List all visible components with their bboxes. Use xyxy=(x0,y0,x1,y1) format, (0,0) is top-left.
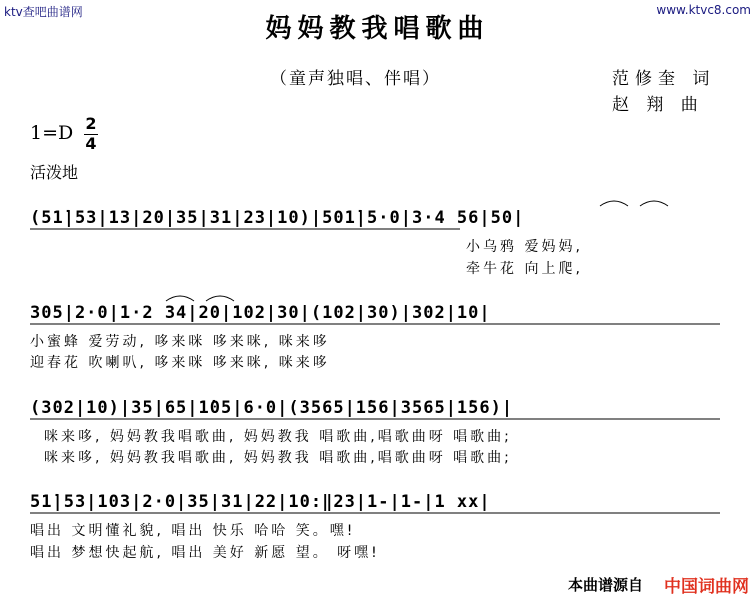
song-subtitle: （童声独唱、伴唱） xyxy=(270,69,441,89)
lyric-system-4-verse-1: 唱出 文明懂礼貌, 唱出 快乐 哈哈 笑。嘿! xyxy=(30,523,356,539)
watermark-right[interactable]: www.ktvc8.com xyxy=(656,3,751,17)
key-signature: 1=D xyxy=(30,122,74,144)
notation-system-4: 51̇|53|103|2·0|35|31|22|10:‖23|1-|1-|1 xx| xyxy=(30,492,491,512)
lyricist-credit: 范修奎 词 xyxy=(612,69,716,89)
footer-source-label: 本曲谱源自 xyxy=(567,576,643,594)
lyric-system-1-verse-2: 牵牛花 向上爬, xyxy=(466,261,583,277)
watermark-left: ktv查吧曲谱网 xyxy=(4,5,83,19)
composer-credit: 赵 翔 曲 xyxy=(612,95,704,115)
slur-4 xyxy=(206,296,234,301)
time-signature-top: 2 xyxy=(85,114,97,133)
lyric-system-2-verse-1: 小蜜蜂 爱劳动, 哆来咪 哆来咪, 咪来哆 xyxy=(30,334,330,350)
tempo-marking: 活泼地 xyxy=(30,163,79,182)
lyric-system-2-verse-2: 迎春花 吹喇叭, 哆来咪 哆来咪, 咪来哆 xyxy=(30,355,330,371)
lyric-system-1-verse-1: 小乌鸦 爱妈妈, xyxy=(466,239,583,255)
notation-system-3: (302|10)|35|65|1̇05|6·0|(3565|1̇56|3565|1̇56)| xyxy=(30,398,514,418)
slur-3 xyxy=(166,296,194,301)
lyric-system-3-verse-2: 咪来哆, 妈妈教我唱歌曲, 妈妈教我 唱歌曲,唱歌曲呀 唱歌曲; xyxy=(44,450,512,466)
slur-2 xyxy=(640,201,668,206)
slur-1 xyxy=(600,201,628,206)
footer-brand-link[interactable]: 中国词曲网 xyxy=(664,577,749,597)
notation-system-1: (51̇|53|13|20|35|31|23|10)|501̇|5·0|3·4 56|50| xyxy=(30,208,525,228)
notation-system-2: 305|2·0|1·2 34|20|102|30|(102|30)|302|10| xyxy=(30,303,491,323)
lyric-system-4-verse-2: 唱出 梦想快起航, 唱出 美好 新愿 望。 呀嘿! xyxy=(30,545,380,561)
song-title: 妈妈教我唱歌曲 xyxy=(265,14,490,44)
lyric-system-3-verse-1: 咪来哆, 妈妈教我唱歌曲, 妈妈教我 唱歌曲,唱歌曲呀 唱歌曲; xyxy=(44,429,512,445)
time-signature-bottom: 4 xyxy=(85,134,97,153)
